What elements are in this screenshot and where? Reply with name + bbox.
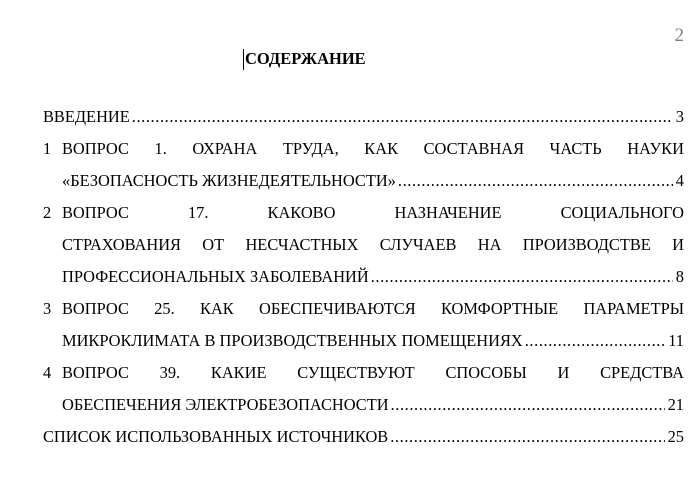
toc-entry-page: 3: [675, 107, 684, 126]
word: 1.: [154, 139, 167, 158]
word: ТРУДА,: [282, 139, 339, 158]
word: 17.: [187, 203, 209, 222]
table-of-contents: [43, 101, 684, 453]
toc-entry-number: 3: [43, 299, 52, 318]
word: ОТ: [202, 235, 225, 254]
dot-leader: [132, 101, 673, 133]
word: 25.: [154, 299, 175, 318]
word: НАЗНАЧЕНИЕ: [394, 203, 502, 222]
word: ОБЕСПЕЧИВАЮТСЯ: [259, 299, 416, 318]
toc-entry-question-39[interactable]: [43, 357, 684, 421]
word: И: [672, 235, 684, 254]
dot-leader: [391, 389, 665, 421]
word: СПОСОБЫ: [445, 363, 527, 382]
toc-entry-label: МИКРОКЛИМАТА В ПРОИЗВОДСТВЕННЫХ ПОМЕЩЕНИЯХ: [62, 331, 523, 350]
toc-entry-label: ВВЕДЕНИЕ: [43, 107, 130, 126]
toc-entry-page: 8: [675, 267, 684, 286]
word: СОЦИАЛЬНОГО: [560, 203, 684, 222]
toc-entry-question-25[interactable]: [43, 293, 684, 357]
toc-entry-page: 21: [667, 395, 684, 414]
word: СОСТАВНАЯ: [423, 139, 525, 158]
toc-entry-label: ПРОФЕССИОНАЛЬНЫХ ЗАБОЛЕВАНИЙ: [62, 267, 369, 286]
word: СЛУЧАЕВ: [379, 235, 457, 254]
toc-entry-question-1[interactable]: [43, 133, 684, 197]
word: КАК: [364, 139, 398, 158]
toc-entry-label: «БЕЗОПАСНОСТЬ ЖИЗНЕДЕЯТЕЛЬНОСТИ»: [62, 171, 396, 190]
word: СТРАХОВАНИЯ: [62, 235, 181, 254]
toc-entry-label: СПИСОК ИСПОЛЬЗОВАННЫХ ИСТОЧНИКОВ: [43, 427, 389, 446]
text-cursor: [243, 49, 244, 70]
word: ОХРАНА: [192, 139, 258, 158]
word: СРЕДСТВА: [600, 363, 684, 382]
dot-leader: [398, 165, 673, 197]
dot-leader: [371, 261, 673, 293]
toc-entry-introduction[interactable]: [43, 101, 684, 133]
word: КАК: [200, 299, 234, 318]
toc-title: СОДЕРЖАНИЕ: [245, 48, 366, 68]
toc-heading[interactable]: [243, 48, 366, 70]
page-number: 2: [674, 25, 684, 46]
toc-entry-page: 11: [668, 331, 684, 350]
toc-entry-question-17[interactable]: [43, 197, 684, 293]
toc-entry-number: 1: [43, 139, 52, 158]
word: ВОПРОС: [62, 299, 129, 318]
word: ВОПРОС: [62, 363, 129, 382]
word: ПАРАМЕТРЫ: [583, 299, 684, 318]
toc-entry-references[interactable]: [43, 421, 684, 453]
word: НА: [477, 235, 502, 254]
toc-entry-label: ОБЕСПЕЧЕНИЯ ЭЛЕКТРОБЕЗОПАСНОСТИ: [62, 395, 389, 414]
word: ПРОИЗВОДСТВЕ: [522, 235, 651, 254]
word: КАКИЕ: [210, 363, 267, 382]
word: И: [557, 363, 570, 382]
word: ВОПРОС: [62, 139, 129, 158]
word: ВОПРОС: [62, 203, 129, 222]
word: КОМФОРТНЫЕ: [440, 299, 559, 318]
toc-entry-number: 2: [43, 203, 52, 222]
word: ЧАСТЬ: [549, 139, 602, 158]
dot-leader: [525, 325, 665, 357]
word: СУЩЕСТВУЮТ: [297, 363, 415, 382]
word: 39.: [159, 363, 181, 382]
word: КАКОВО: [267, 203, 336, 222]
word: НЕСЧАСТНЫХ: [245, 235, 359, 254]
word: НАУКИ: [627, 139, 684, 158]
toc-entry-page: 4: [675, 171, 684, 190]
toc-entry-page: 25: [667, 427, 684, 446]
toc-entry-number: 4: [43, 363, 52, 382]
dot-leader: [390, 421, 664, 453]
